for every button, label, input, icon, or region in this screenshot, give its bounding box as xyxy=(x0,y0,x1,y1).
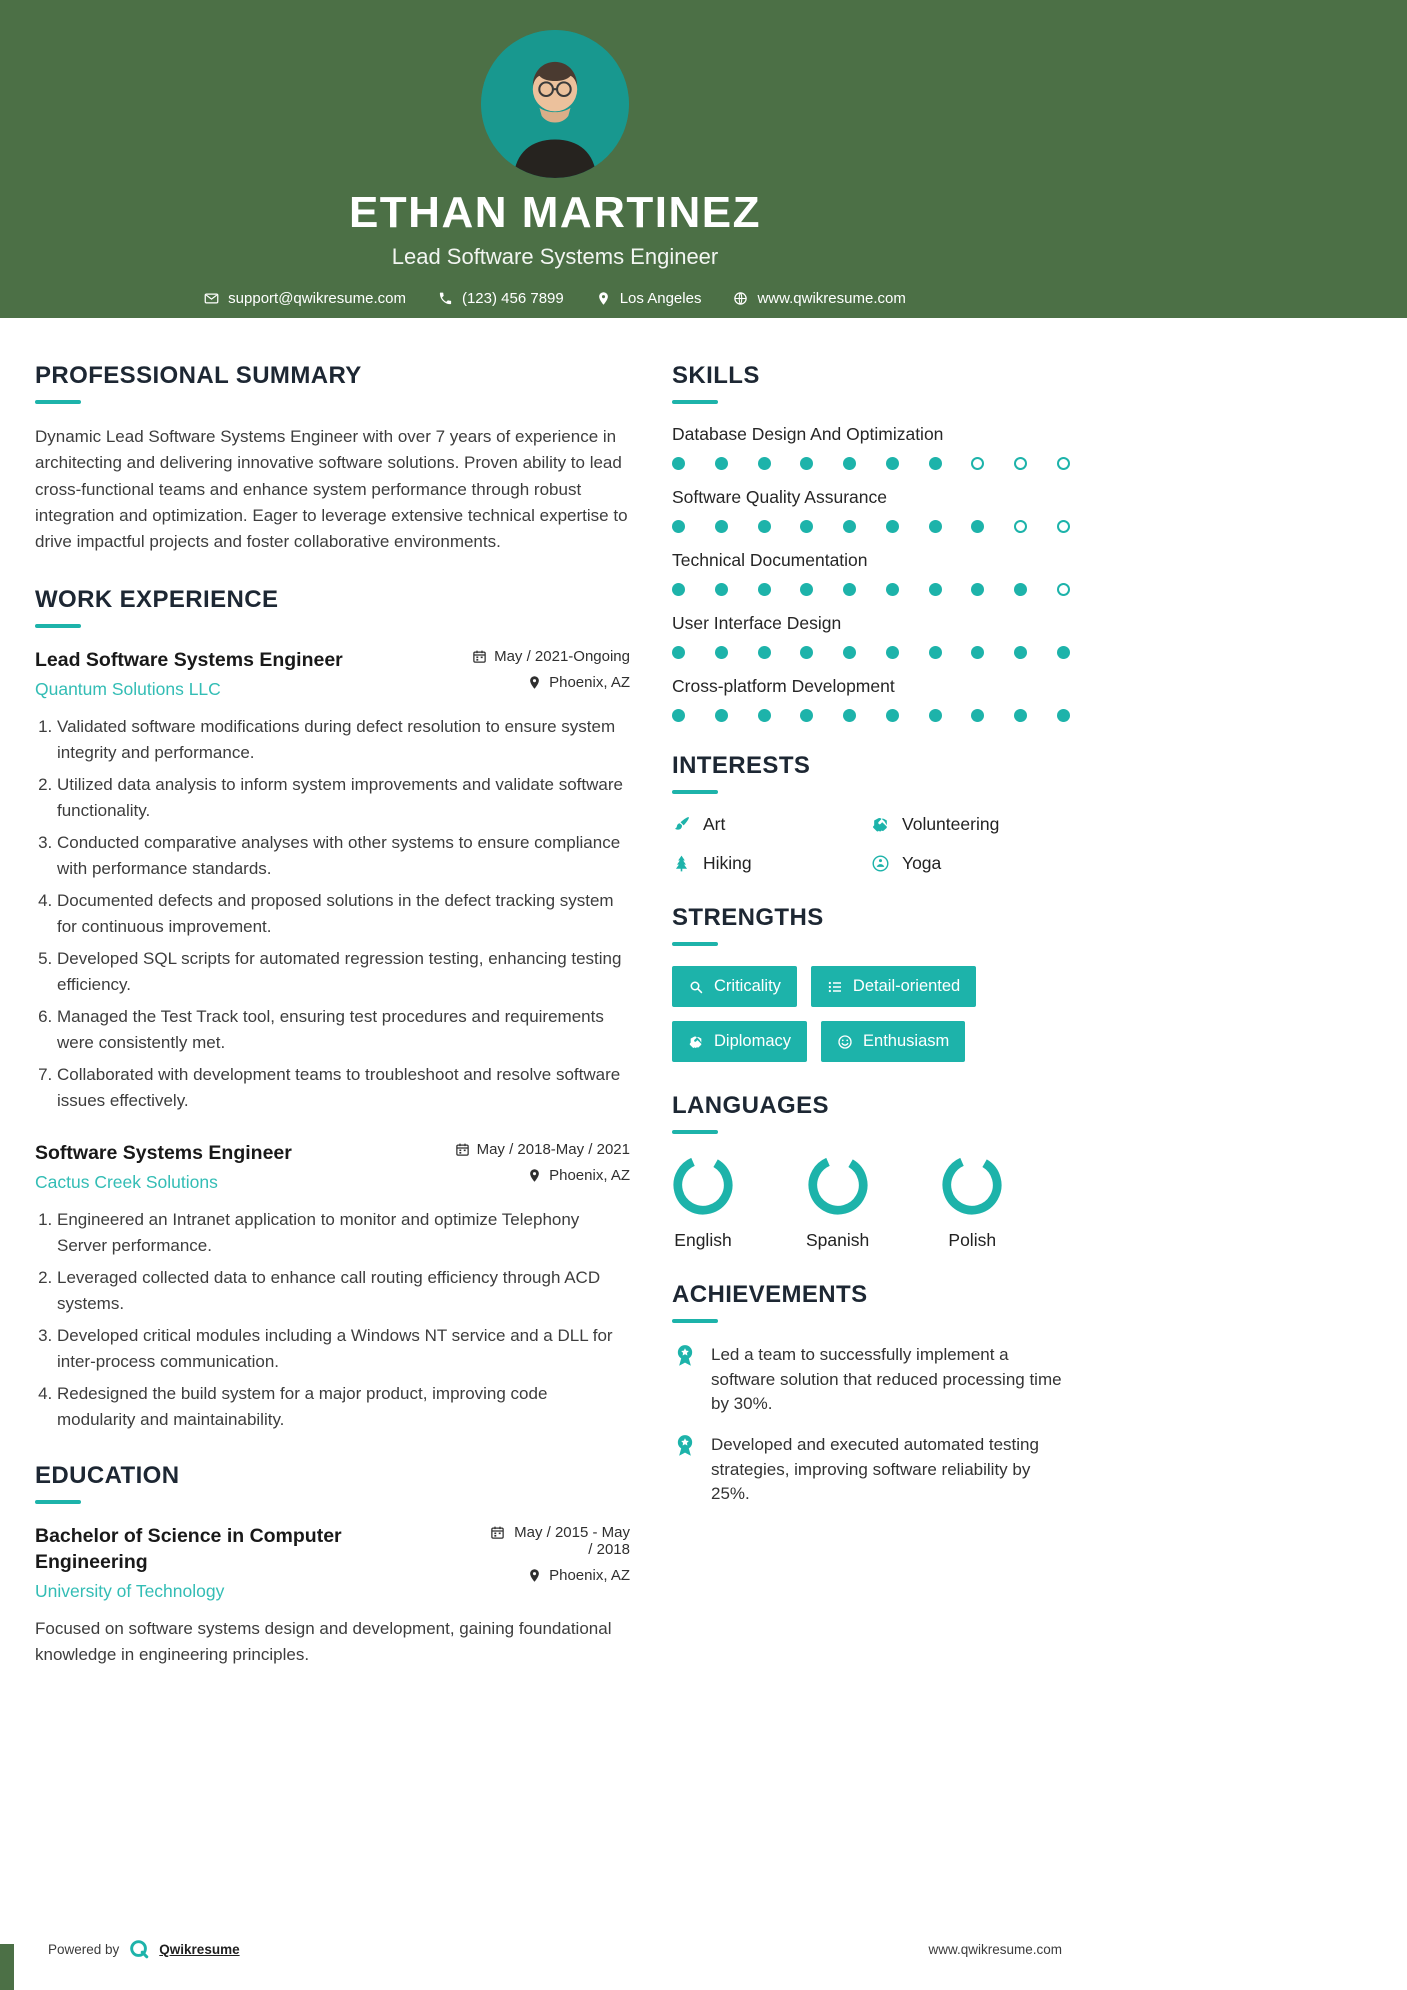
search-icon xyxy=(688,979,704,995)
contact-phone-text: (123) 456 7899 xyxy=(461,290,564,307)
skill-dot-filled xyxy=(800,583,813,596)
pin-icon xyxy=(596,291,611,306)
skill-rating xyxy=(672,457,1070,470)
job-bullet: 7. Collaborated with development teams to troubleshoot and resolve software issues effectively. xyxy=(57,1062,630,1113)
job-title: Software Systems Engineer xyxy=(35,1142,292,1165)
skill-dot-filled xyxy=(800,709,813,722)
pin-icon xyxy=(527,675,542,690)
skill-dot-filled xyxy=(758,520,771,533)
avatar-illustration xyxy=(481,30,629,178)
contact-phone[interactable] xyxy=(438,290,564,307)
interest-item xyxy=(672,853,871,874)
skill-dot-filled xyxy=(886,709,899,722)
skill-dot-filled xyxy=(971,646,984,659)
interest-item xyxy=(871,814,1070,835)
skill-dot-filled xyxy=(886,457,899,470)
interests-section xyxy=(672,752,1070,874)
footer-website: www.qwikresume.com xyxy=(928,1941,1062,1957)
language-item xyxy=(941,1154,1003,1251)
job-bullet: 1. Engineered an Intranet application to monitor and optimize Telephony Server performance. xyxy=(57,1207,630,1258)
calendar-icon xyxy=(472,649,487,664)
company-link[interactable]: Quantum Solutions LLC xyxy=(35,679,221,700)
contact-row xyxy=(0,290,1110,307)
skill-name: Technical Documentation xyxy=(672,550,868,570)
strength-label: Enthusiasm xyxy=(863,1032,950,1050)
skill-name: User Interface Design xyxy=(672,613,842,633)
education-description: Focused on software systems design and development, gaining foundational knowledge in engineering principles. xyxy=(35,1619,612,1665)
skill-dot-filled xyxy=(929,583,942,596)
interest-label: Volunteering xyxy=(902,814,1000,834)
skill-dot-filled xyxy=(886,646,899,659)
skill-rating xyxy=(672,520,1070,533)
job-location: Phoenix, AZ xyxy=(549,673,630,691)
contact-website[interactable] xyxy=(733,290,905,307)
skill-dot-filled xyxy=(886,583,899,596)
summary-section xyxy=(35,362,630,556)
strength-chip xyxy=(811,966,976,1007)
interest-item xyxy=(871,853,1070,874)
interests-heading: INTERESTS xyxy=(672,752,811,779)
strength-chip xyxy=(672,966,797,1007)
skill-name: Database Design And Optimization xyxy=(672,424,944,444)
skill-item xyxy=(672,550,1070,596)
skill-dot-filled xyxy=(758,457,771,470)
skill-item xyxy=(672,487,1070,533)
skill-dot-filled xyxy=(672,457,685,470)
skills-section xyxy=(672,362,1070,722)
skill-dot-empty xyxy=(1057,520,1070,533)
pin-icon xyxy=(527,1168,542,1183)
summary-heading: PROFESSIONAL SUMMARY xyxy=(35,362,362,389)
skill-dot-filled xyxy=(843,457,856,470)
calendar-icon xyxy=(455,1142,470,1157)
corner-accent xyxy=(0,1944,14,1990)
accent-bar xyxy=(672,1130,718,1134)
smiley-icon xyxy=(837,1034,853,1050)
skill-name: Cross-platform Development xyxy=(672,676,895,696)
contact-location-text: Los Angeles xyxy=(619,290,702,307)
interest-item xyxy=(672,814,871,835)
job-location: Phoenix, AZ xyxy=(549,1167,630,1185)
job-bullets xyxy=(35,1207,630,1432)
language-donut xyxy=(672,1154,734,1216)
accent-bar xyxy=(35,1500,81,1504)
skill-dot-empty xyxy=(1057,583,1070,596)
interests-grid xyxy=(672,814,1070,874)
calendar-icon xyxy=(490,1525,505,1540)
languages-heading: LANGUAGES xyxy=(672,1092,829,1119)
sidebar-column xyxy=(672,362,1070,1699)
achievements-section xyxy=(672,1281,1070,1507)
pine-tree-icon xyxy=(672,854,691,873)
strength-label: Criticality xyxy=(714,977,781,995)
language-item xyxy=(672,1154,734,1251)
achievements-heading: ACHIEVEMENTS xyxy=(672,1281,868,1308)
education-heading: EDUCATION xyxy=(35,1462,180,1490)
job-bullet: 2. Leveraged collected data to enhance call routing efficiency through ACD systems. xyxy=(57,1265,630,1316)
pin-icon xyxy=(527,1568,542,1583)
education-entry xyxy=(35,1524,630,1668)
skill-dot-filled xyxy=(929,709,942,722)
powered-by xyxy=(48,1938,240,1960)
strengths-heading: STRENGTHS xyxy=(672,904,824,931)
footer xyxy=(48,1938,1062,1960)
job-bullet: 4. Documented defects and proposed solutions in the defect tracking system for continuous improvement. xyxy=(57,888,630,939)
language-item xyxy=(806,1154,869,1251)
job-dates: May / 2021-Ongoing xyxy=(494,647,630,665)
language-donut xyxy=(941,1154,1003,1216)
company-link[interactable]: Cactus Creek Solutions xyxy=(35,1172,218,1193)
job-bullet: 5. Developed SQL scripts for automated regression testing, enhancing testing efficiency. xyxy=(57,946,630,997)
accent-bar xyxy=(672,400,718,404)
candidate-name: ETHAN MARTINEZ xyxy=(348,188,762,237)
qwikresume-logo-icon xyxy=(128,1938,150,1960)
paintbrush-icon xyxy=(672,815,691,834)
skill-dot-filled xyxy=(886,520,899,533)
strength-label: Detail-oriented xyxy=(852,977,961,995)
yoga-icon xyxy=(871,854,890,873)
skill-dot-filled xyxy=(800,457,813,470)
school-link[interactable]: University of Technology xyxy=(35,1581,225,1602)
skill-dot-filled xyxy=(672,646,685,659)
skill-dot-filled xyxy=(800,646,813,659)
strengths-section xyxy=(672,904,1070,1062)
skill-dot-filled xyxy=(715,646,728,659)
content-columns xyxy=(0,318,1407,1699)
strength-label: Diplomacy xyxy=(714,1032,792,1050)
badge-icon xyxy=(672,1433,698,1459)
achievements-list xyxy=(672,1343,1070,1507)
skill-rating xyxy=(672,583,1070,596)
list-icon xyxy=(827,979,843,995)
job-bullet: 3. Developed critical modules including a Windows NT service and a DLL for inter-process communication. xyxy=(57,1323,630,1374)
skill-dot-filled xyxy=(1057,709,1070,722)
skill-dot-filled xyxy=(843,709,856,722)
language-name: Spanish xyxy=(806,1230,870,1250)
accent-bar xyxy=(672,790,718,794)
skill-item xyxy=(672,676,1070,722)
skill-dot-filled xyxy=(672,709,685,722)
education-dates: May / 2015 - May / 2018 xyxy=(514,1524,630,1559)
degree-title: Bachelor of Science in Computer Engineering xyxy=(35,1525,342,1573)
globe-icon xyxy=(733,291,748,306)
strength-chip xyxy=(821,1021,965,1062)
job-bullet: 1. Validated software modifications during defect resolution to ensure system integrity and performance. xyxy=(57,714,630,765)
envelope-icon xyxy=(204,291,219,306)
interest-label: Art xyxy=(703,814,726,834)
skill-dot-empty xyxy=(971,457,984,470)
skill-dot-filled xyxy=(1014,583,1027,596)
language-donut xyxy=(807,1154,869,1216)
powered-by-text: Powered by xyxy=(48,1941,120,1957)
achievement-item xyxy=(672,1433,1070,1507)
skill-dot-filled xyxy=(758,709,771,722)
job-entry-2 xyxy=(35,1141,630,1432)
skill-rating xyxy=(672,646,1070,659)
interest-label: Yoga xyxy=(902,853,942,873)
skill-dot-filled xyxy=(929,457,942,470)
contact-website-text: www.qwikresume.com xyxy=(757,290,906,307)
accent-bar xyxy=(672,1319,718,1323)
skill-dot-filled xyxy=(929,646,942,659)
handshake-icon xyxy=(688,1034,704,1050)
skill-dot-filled xyxy=(715,457,728,470)
skill-dot-filled xyxy=(843,520,856,533)
contact-email[interactable] xyxy=(204,290,406,307)
qwikresume-link[interactable]: Qwikresume xyxy=(159,1941,240,1957)
header-content xyxy=(0,0,1110,307)
skills-heading: SKILLS xyxy=(672,362,760,389)
skill-dot-filled xyxy=(758,583,771,596)
handshake-icon xyxy=(871,815,890,834)
education-section xyxy=(35,1462,630,1668)
education-location: Phoenix, AZ xyxy=(549,1567,630,1585)
contact-location xyxy=(596,290,702,307)
header xyxy=(0,0,1407,318)
job-bullet: 3. Conducted comparative analyses with other systems to ensure compliance with performance standards. xyxy=(57,830,630,881)
skill-name: Software Quality Assurance xyxy=(672,487,887,507)
skill-dot-filled xyxy=(715,520,728,533)
skill-rating xyxy=(672,709,1070,722)
skill-dot-filled xyxy=(971,709,984,722)
skills-list xyxy=(672,424,1070,722)
job-bullet: 2. Utilized data analysis to inform system improvements and validate software functionality. xyxy=(57,772,630,823)
achievement-item xyxy=(672,1343,1070,1417)
skill-dot-empty xyxy=(1057,457,1070,470)
summary-text: Dynamic Lead Software Systems Engineer with over 7 years of experience in architecting and delivering innovative software solutions. Proven ability to lead cross-functional teams and enhance system performance through robust integration and optimization. Eager to leverage extensive technical expertise to drive impactful projects and foster collaborative environments. xyxy=(35,427,628,552)
language-name: English xyxy=(674,1230,732,1250)
skill-dot-filled xyxy=(929,520,942,533)
skill-dot-filled xyxy=(843,646,856,659)
skill-dot-filled xyxy=(758,646,771,659)
skill-dot-empty xyxy=(1014,457,1027,470)
strength-chip xyxy=(672,1021,807,1062)
job-bullets xyxy=(35,714,630,1113)
languages-row xyxy=(672,1154,1070,1251)
skill-dot-empty xyxy=(1014,520,1027,533)
skill-dot-filled xyxy=(672,583,685,596)
work-heading: WORK EXPERIENCE xyxy=(35,585,279,613)
skill-dot-filled xyxy=(715,709,728,722)
languages-section xyxy=(672,1092,1070,1251)
job-entry-1 xyxy=(35,648,630,1113)
skill-item xyxy=(672,613,1070,659)
skill-dot-filled xyxy=(971,520,984,533)
skill-dot-filled xyxy=(715,583,728,596)
skill-dot-filled xyxy=(672,520,685,533)
contact-email-text: support@qwikresume.com xyxy=(228,290,406,307)
accent-bar xyxy=(35,624,81,628)
achievement-text: Led a team to successfully implement a software solution that reduced processing time by 30%. xyxy=(711,1345,1062,1414)
language-name: Polish xyxy=(948,1230,997,1250)
skill-dot-filled xyxy=(1057,646,1070,659)
job-bullet: 4. Redesigned the build system for a major product, improving code modularity and maintainability. xyxy=(57,1381,630,1432)
skill-dot-filled xyxy=(843,583,856,596)
job-dates: May / 2018-May / 2021 xyxy=(476,1141,630,1159)
job-bullet: 6. Managed the Test Track tool, ensuring test procedures and requirements were consistently met. xyxy=(57,1004,630,1055)
work-section xyxy=(35,586,630,1433)
candidate-title: Lead Software Systems Engineer xyxy=(391,244,719,269)
accent-bar xyxy=(672,942,718,946)
skill-dot-filled xyxy=(800,520,813,533)
skill-dot-filled xyxy=(1014,646,1027,659)
main-column xyxy=(35,362,630,1699)
skill-dot-filled xyxy=(971,583,984,596)
profile-photo xyxy=(481,30,629,178)
strengths-list xyxy=(672,966,1070,1062)
job-title: Lead Software Systems Engineer xyxy=(35,648,343,671)
phone-icon xyxy=(438,291,453,306)
accent-bar xyxy=(35,400,81,404)
badge-icon xyxy=(672,1343,698,1369)
interest-label: Hiking xyxy=(703,853,752,873)
achievement-text: Developed and executed automated testing strategies, improving software reliability by 25%. xyxy=(711,1434,1039,1504)
skill-item xyxy=(672,424,1070,470)
skill-dot-filled xyxy=(1014,709,1027,722)
